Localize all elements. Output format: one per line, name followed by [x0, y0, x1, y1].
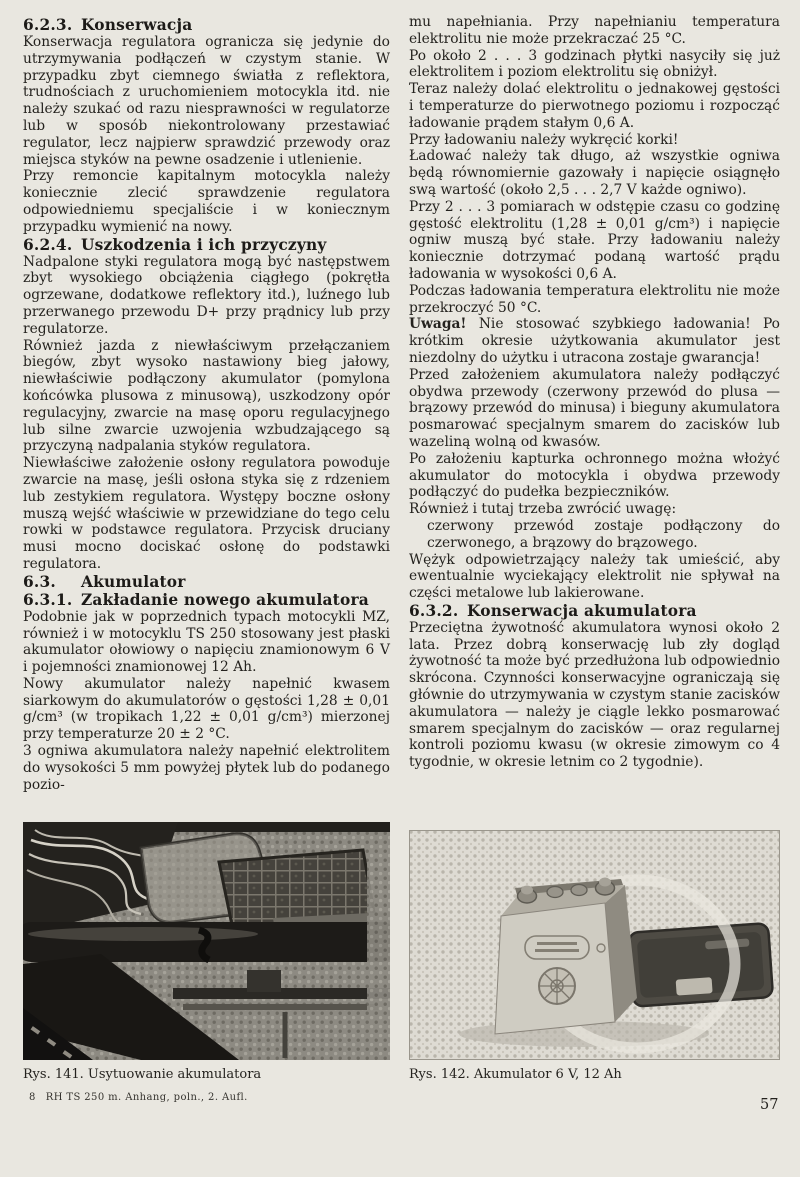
paragraph: Podobnie jak w poprzednich typach motocykli MZ, również i w motocyklu TS 250 stosowany jest płaski akumulator ołowiowy o napięciu znamionowym 6 V i pojemności znamionowej 12 Ah. — [23, 608, 390, 676]
paragraph: Przed założeniem akumulatora należy podłączyć obydwa przewody (czerwony przewód do plusa — brązowy przewód do minusa) i bieguny akumulatora posmarować specjalnym smarem do zacisków lub wazeliną wolną od kwasów. — [409, 366, 780, 450]
page-number: 57 — [760, 1097, 779, 1113]
paragraph: Również jazda z niewłaściwym przełączaniem biegów, zbyt wysoko nastawiony bieg jałowy, niewłaściwie podłączony akumulator (pomylona końcówka plusowa z minusową), uszkodzony opór regulacyjny, zwarcie na masę oporu regulacyjnego lub silne zwarcie uzwojenia wzbudzającego są przyczyną nadpalania styków regulatora. — [23, 337, 390, 455]
section-heading-6-2-3 — [23, 16, 390, 34]
paragraph: Niewłaściwe założenie osłony regulatora powoduje zwarcie na masę, jeśli osłona styka się z rdzeniem lub zestykiem regulatora. Występy boczne osłony muszą wejść właściwie w przewidziane do tego celu rowki w podstawce regulatora. Przycisk druciany musi mocno dociskać osłonę do podstawki regulatora. — [23, 455, 390, 572]
paragraph: Przy 2 . . . 3 pomiarach w odstępie czasu co godzinę gęstość elektrolitu (1,28 ± 0,01 g/cm³) i napięcie ogniw muszą być stałe. Przy ładowaniu należy koniecznie dotrzymać podaną wartość prądu ładowania w wysokości 0,6 A. — [409, 198, 780, 282]
warning-lead: Uwaga! — [409, 316, 467, 333]
figure-caption: Rys. 142. Akumulator 6 V, 12 Ah — [409, 1067, 622, 1082]
section-title: Konserwacja akumulatora — [467, 601, 697, 620]
paragraph: Przeciętna żywotność akumulatora wynosi około 2 lata. Przez dobrą konserwację lub zły dogląd żywotność ta może być przedłużona lub odpowiednio skrócona. Czynności konserwacyjne ograniczają się głównie do utrzymywania w czystym stanie zacisków akumulatora — należy je ciągle lekko posmarować smarem specjalnym do zacisków — oraz regularnej kontroli poziomu kwasu (w okresie zimowym co 4 tygodnie, w okresie letnim co 2 tygodnie). — [409, 619, 780, 771]
section-number: 6.3.2. — [409, 601, 459, 620]
section-heading-6-3 — [23, 573, 390, 591]
warning-paragraph — [409, 316, 780, 366]
paragraph: Przy ładowaniu należy wykręcić korki! — [409, 131, 679, 148]
figure-142-photo — [409, 830, 780, 1060]
section-number: 6.2.4. — [23, 235, 73, 254]
figure-caption: Rys. 141. Usytuowanie akumulatora — [23, 1067, 262, 1082]
footnote-marker: 8 — [29, 1092, 36, 1103]
paragraph: Przy remoncie kapitalnym motocykla należy koniecznie zlecić sprawdzenie regulatora odpowiedniemu specjaliście i w koniecznym przypadku wymienić na nowy. — [23, 168, 390, 235]
section-title: Akumulator — [81, 572, 186, 591]
paragraph: mu napełniania. Przy napełnianiu temperatura elektrolitu nie może przekraczać 25 °C. — [409, 14, 780, 47]
section-heading-6-2-4 — [23, 236, 390, 254]
section-title: Konserwacja — [81, 16, 193, 34]
section-number: 6.3.1. — [23, 590, 73, 609]
section-heading-6-3-1 — [23, 591, 390, 609]
paragraph: Teraz należy dolać elektrolitu o jednakowej gęstości i temperaturze do pierwotnego poziomu i rozpocząć ładowanie prądem stałym 0,6 A. — [409, 81, 780, 131]
paragraph: Wężyk odpowietrzający należy tak umieścić, aby ewentualnie wyciekający elektrolit nie spływał na części metalowe lub lakierowane. — [409, 551, 780, 602]
section-number: 6.3. — [23, 572, 56, 591]
paragraph: 3 ogniwa akumulatora należy napełnić elektrolitem do wysokości 5 mm powyżej płytek lub do podanego pozio- — [23, 743, 390, 793]
paragraph: Ładować należy tak długo, aż wszystkie ogniwa będą równomiernie gazowały i napięcie osiągnęło swą wartość (około 2,5 . . . 2,7 V każde ogniwo). — [409, 148, 780, 198]
figure-141-photo — [23, 822, 390, 1060]
section-number: 6.2.3. — [23, 16, 73, 34]
paragraph: Również i tutaj trzeba zwrócić uwagę: — [409, 501, 677, 518]
warning-text: Nie stosować szybkiego ładowania! Po krótkim okresie użytkowania akumulator jest niezdolny do użytku i utracona zostaje gwarancja! — [409, 316, 780, 366]
left-column — [23, 16, 390, 793]
paragraph: Podczas ładowania temperatura elektrolitu nie może przekroczyć 50 °C. — [409, 282, 780, 316]
section-title: Uszkodzenia i ich przyczyny — [81, 235, 327, 254]
paragraph: Po około 2 . . . 3 godzinach płytki nasyciły się już elektrolitem i poziom elektrolitu się obniżył. — [409, 47, 780, 81]
section-title: Zakładanie nowego akumulatora — [81, 590, 369, 609]
figure-142 — [409, 830, 780, 1082]
paragraph: Konserwacja regulatora ogranicza się jedynie do utrzymywania podłączeń w czystym stanie. W przypadku zbyt ciemnego światła z reflektora, trudnościach z uruchomieniem motocykla itd. nie należy szukać od razu niesprawności w regulatorze lub w sposób niekontrolowany przestawiać regulator, lecz najpierw sprawdzić przewody oraz miejsca styków na pewne osadzenie i utlenienie. — [23, 34, 390, 168]
footnote-text: RH TS 250 m. Anhang, poln., 2. Aufl. — [45, 1092, 248, 1103]
figure-141 — [23, 822, 390, 1082]
paragraph: Nowy akumulator należy napełnić kwasem siarkowym do akumulatorów o gęstości 1,28 ± 0,01 g/cm³ (w tropikach 1,22 ± 0,01 g/cm³) mierzonej przy temperaturze 20 ± 2 °C. — [23, 675, 390, 743]
paragraph: Nadpalone styki regulatora mogą być następstwem zbyt wysokiego obciążenia ciągłego (pokrętła ogrzewane, dodatkowe reflektory itd.), luźnego lub przerwanego przewodu D+ przy prądnicy lub przy regulatorze. — [23, 253, 390, 337]
paragraph: Po założeniu kapturka ochronnego można włożyć akumulator do motocykla i obydwa przewody podłączyć do pudełka bezpieczników. — [409, 450, 780, 501]
indented-paragraph: czerwony przewód zostaje podłączony do czerwonego, a brązowy do brązowego. — [427, 517, 780, 551]
right-column — [409, 14, 780, 771]
footnote — [29, 1092, 248, 1103]
section-heading-6-3-2 — [409, 602, 780, 620]
